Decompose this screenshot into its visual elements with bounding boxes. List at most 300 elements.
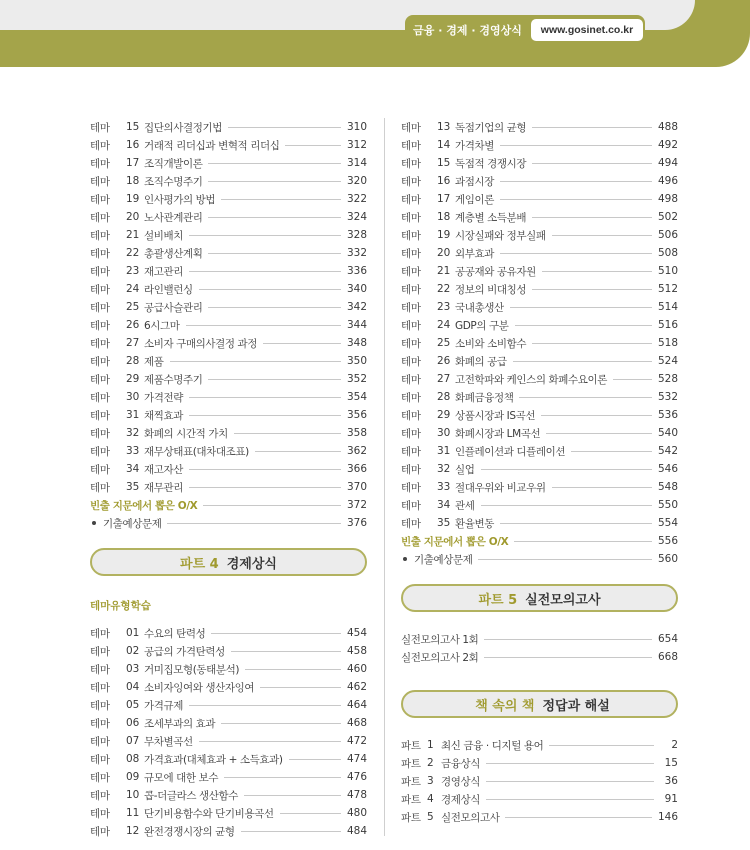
- toc-entry-page: 146: [657, 811, 678, 823]
- toc-entry-page: 654: [657, 633, 678, 645]
- toc-entry-tag: 테마: [90, 247, 110, 260]
- toc-entry-tag: 테마: [401, 337, 421, 350]
- toc-entry[interactable]: [90, 208, 367, 226]
- toc-entry-title: 경영상식: [441, 775, 480, 788]
- toc-entry-page: 524: [657, 355, 678, 367]
- leader-line: [532, 127, 652, 128]
- toc-entry[interactable]: [90, 714, 367, 732]
- toc-entry-tag: 테마: [401, 517, 421, 530]
- toc-entry[interactable]: [90, 190, 367, 208]
- toc-entry-number: 06: [126, 717, 140, 729]
- toc-entry-title: 제품: [144, 355, 164, 368]
- leader-line: [500, 523, 652, 524]
- toc-entry-number: 04: [126, 681, 140, 693]
- toc-entry-number: 26: [437, 355, 451, 367]
- toc-entry-tag: 테마: [90, 807, 110, 820]
- toc-list-part4: [90, 624, 367, 840]
- toc-entry-tag: 테마: [401, 175, 421, 188]
- toc-entry[interactable]: [90, 660, 367, 678]
- toc-entry-number: 22: [126, 247, 140, 259]
- toc-entry-page: 328: [346, 229, 367, 241]
- toc-entry-title: GDP의 구분: [455, 319, 509, 332]
- toc-entry-page: 362: [346, 445, 367, 457]
- toc-right-column: [401, 118, 678, 826]
- toc-entry-number: 02: [126, 645, 140, 657]
- toc-entry-title: 소비자잉여와 생산자잉여: [144, 681, 255, 694]
- toc-entry-number: 31: [437, 445, 451, 457]
- toc-entry[interactable]: [401, 172, 678, 190]
- toc-entry-tag: 테마: [401, 229, 421, 242]
- toc-entry-title: 화폐시장과 LM곡선: [455, 427, 541, 440]
- leader-line: [484, 657, 652, 658]
- toc-entry-page: 506: [657, 229, 678, 241]
- toc-entry[interactable]: [401, 244, 678, 262]
- toc-entry-page: 2: [671, 739, 678, 751]
- toc-entry-page: 460: [346, 663, 367, 675]
- toc-entry-page: 478: [346, 789, 367, 801]
- toc-entry-number: 28: [126, 355, 140, 367]
- toc-entry-tag: 테마: [90, 463, 110, 476]
- toc-entry[interactable]: [401, 370, 678, 388]
- toc-entry-tag: 테마: [90, 663, 110, 676]
- leader-line: [189, 271, 341, 272]
- toc-entry-title: 실업: [455, 463, 475, 476]
- toc-entry-title: 인사평가의 방법: [144, 193, 216, 206]
- toc-entry-title: 재무상태표(대차대조표): [144, 445, 249, 458]
- leader-line: [515, 325, 652, 326]
- toc-entry[interactable]: [90, 406, 367, 424]
- toc-entry-title: 가격효과(대체효과 + 소득효과): [144, 753, 283, 766]
- toc-entry-tag: 테마: [90, 789, 110, 802]
- toc-entry-page: 546: [657, 463, 678, 475]
- toc-entry[interactable]: [90, 370, 367, 388]
- toc-entry-number: 19: [437, 229, 451, 241]
- toc-entry[interactable]: [90, 678, 367, 696]
- toc-entry-tag: 테마: [90, 157, 110, 170]
- toc-entry-tag: 테마: [401, 391, 421, 404]
- toc-entry-page: 344: [346, 319, 367, 331]
- toc-entry-tag: 테마: [401, 211, 421, 224]
- leader-line: [263, 343, 341, 344]
- toc-entry[interactable]: [90, 244, 367, 262]
- toc-entry-page: 454: [346, 627, 367, 639]
- toc-entry[interactable]: [90, 424, 367, 442]
- toc-entry-page: 36: [664, 775, 678, 787]
- toc-entry-title: 조직수명주기: [144, 175, 203, 188]
- toc-entry-title: 소비자 구매의사결정 과정: [144, 337, 258, 350]
- toc-entry-page: 510: [657, 265, 678, 277]
- toc-entry-number: 32: [126, 427, 140, 439]
- toc-entry-tag: 테마: [401, 301, 421, 314]
- toc-entry-title: 고전학파와 케인스의 화폐수요이론: [455, 373, 608, 386]
- toc-entry[interactable]: [401, 514, 678, 532]
- toc-entry-number: 30: [126, 391, 140, 403]
- toc-entry-title: 무차별곡선: [144, 735, 193, 748]
- toc-entry[interactable]: [90, 136, 367, 154]
- toc-entry[interactable]: [401, 460, 678, 478]
- toc-entry-title: 관세: [455, 499, 475, 512]
- toc-entry[interactable]: [401, 352, 678, 370]
- leader-line: [486, 781, 654, 782]
- toc-entry-number: 16: [126, 139, 140, 151]
- toc-entry-page: 518: [657, 337, 678, 349]
- leader-line: [542, 271, 652, 272]
- toc-entry-title: 환율변동: [455, 517, 494, 530]
- toc-entry-title: 노사관계관리: [144, 211, 203, 224]
- toc-entry[interactable]: [401, 442, 678, 460]
- toc-entry-tag: 테마: [90, 771, 110, 784]
- toc-entry-tag: 테마: [90, 139, 110, 152]
- toc-entry[interactable]: [90, 172, 367, 190]
- toc-entry-number: 24: [126, 283, 140, 295]
- toc-entry-page: 91: [664, 793, 678, 805]
- toc-entry-number: 05: [126, 699, 140, 711]
- toc-entry-title: 완전경쟁시장의 균형: [144, 825, 235, 838]
- toc-entry-page: 348: [346, 337, 367, 349]
- toc-entry[interactable]: [401, 736, 678, 754]
- toc-entry-title: 화폐의 공급: [455, 355, 507, 368]
- toc-entry-number: 20: [126, 211, 140, 223]
- toc-entry-title: 경제상식: [441, 793, 480, 806]
- toc-entry-tag: 테마: [90, 825, 110, 838]
- toc-entry[interactable]: [401, 496, 678, 514]
- toc-entry-page: 350: [346, 355, 367, 367]
- toc-entry-tag: 테마: [90, 645, 110, 658]
- leader-line: [228, 127, 341, 128]
- toc-entry-page: 488: [657, 121, 678, 133]
- toc-entry[interactable]: [401, 424, 678, 442]
- toc-entry-tag: 테마: [90, 193, 110, 206]
- toc-entry-title: 조세부과의 효과: [144, 717, 216, 730]
- leader-line: [532, 289, 652, 290]
- toc-entry-number: 29: [437, 409, 451, 421]
- toc-entry-number: 34: [126, 463, 140, 475]
- toc-entry[interactable]: [90, 696, 367, 714]
- toc-entry-tag: 테마: [401, 265, 421, 278]
- toc-entry-tag: 테마: [90, 753, 110, 766]
- toc-entry-tag: 테마: [401, 193, 421, 206]
- toc-entry[interactable]: [401, 208, 678, 226]
- toc-exam-entry[interactable]: 기출예상문제 376: [90, 514, 367, 532]
- leader-line: [208, 253, 340, 254]
- leader-line: [486, 763, 654, 764]
- toc-entry-number: 21: [437, 265, 451, 277]
- toc-entry-title: 규모에 대한 보수: [144, 771, 219, 784]
- leader-line: [546, 433, 652, 434]
- toc-entry-page: 340: [346, 283, 367, 295]
- toc-entry-title: 설비배치: [144, 229, 183, 242]
- toc-entry-number: 17: [437, 193, 451, 205]
- toc-entry[interactable]: [401, 298, 678, 316]
- toc-entry-number: 10: [126, 789, 140, 801]
- leader-line: [189, 487, 341, 488]
- toc-entry[interactable]: [90, 352, 367, 370]
- toc-entry-number: 15: [126, 121, 140, 133]
- toc-exam-entry[interactable]: 기출예상문제 560: [401, 550, 678, 568]
- toc-entry-title: 공급사슬관리: [144, 301, 203, 314]
- toc-entry[interactable]: [90, 226, 367, 244]
- toc-entry-title: 게임이론: [455, 193, 494, 206]
- toc-entry-number: 28: [437, 391, 451, 403]
- toc-entry[interactable]: [90, 732, 367, 750]
- toc-entry-number: 18: [437, 211, 451, 223]
- toc-entry-page: 332: [346, 247, 367, 259]
- leader-line: [532, 163, 652, 164]
- toc-entry-page: 496: [657, 175, 678, 187]
- leader-line: [189, 235, 341, 236]
- leader-line: [255, 451, 341, 452]
- toc-entry-number: 1: [427, 739, 434, 751]
- toc-entry-page: 336: [346, 265, 367, 277]
- toc-entry[interactable]: [401, 630, 678, 648]
- toc-entry[interactable]: [401, 808, 678, 826]
- leader-line: [500, 253, 652, 254]
- toc-entry[interactable]: [401, 334, 678, 352]
- toc-entry[interactable]: [401, 406, 678, 424]
- toc-entry-title: 화폐의 시간적 가치: [144, 427, 228, 440]
- toc-entry-tag: 테마: [401, 139, 421, 152]
- leader-line: [241, 831, 341, 832]
- leader-line: [189, 397, 341, 398]
- toc-entry[interactable]: [90, 460, 367, 478]
- leader-line: [208, 217, 340, 218]
- toc-entry-title: 재무관리: [144, 481, 183, 494]
- toc-entry-tag: 파트: [401, 757, 421, 770]
- leader-line: [199, 741, 341, 742]
- leader-line: [500, 181, 652, 182]
- leader-line: [208, 379, 340, 380]
- toc-entry-title: 가격전략: [144, 391, 183, 404]
- toc-entry-page: 508: [657, 247, 678, 259]
- leader-line: [186, 325, 341, 326]
- toc-entry[interactable]: [90, 316, 367, 334]
- leader-line: [513, 361, 652, 362]
- toc-entry[interactable]: [90, 118, 367, 136]
- toc-entry[interactable]: [90, 334, 367, 352]
- toc-entry-number: 31: [126, 409, 140, 421]
- toc-entry-number: 35: [126, 481, 140, 493]
- toc-entry[interactable]: [90, 154, 367, 172]
- leader-line: [486, 799, 654, 800]
- toc-entry[interactable]: [401, 190, 678, 208]
- toc-entry-page: 668: [657, 651, 678, 663]
- header-category: 금융 · 경제 · 경영상식: [413, 24, 522, 37]
- toc-entry-tag: 파트: [401, 739, 421, 752]
- toc-entry-number: 23: [437, 301, 451, 313]
- toc-entry[interactable]: [401, 280, 678, 298]
- toc-entry-title: 콥-더글라스 생산함수: [144, 789, 239, 802]
- toc-entry-number: 19: [126, 193, 140, 205]
- toc-entry-number: 16: [437, 175, 451, 187]
- column-divider: [384, 118, 385, 836]
- toc-entry-page: 472: [346, 735, 367, 747]
- toc-entry-title: 금융상식: [441, 757, 480, 770]
- leader-line: [208, 181, 340, 182]
- toc-entry[interactable]: [401, 648, 678, 666]
- toc-entry-title: 가격차별: [455, 139, 494, 152]
- toc-entry-tag: 테마: [90, 265, 110, 278]
- toc-entry[interactable]: [401, 226, 678, 244]
- toc-entry[interactable]: [90, 442, 367, 460]
- toc-entry-title: 라인밸런싱: [144, 283, 193, 296]
- toc-entry-page: 468: [346, 717, 367, 729]
- toc-entry-tag: 테마: [90, 175, 110, 188]
- toc-entry[interactable]: [90, 804, 367, 822]
- toc-entry[interactable]: [401, 388, 678, 406]
- toc-entry-tag: 파트: [401, 793, 421, 806]
- toc-entry-page: 342: [346, 301, 367, 313]
- leader-line: [189, 469, 341, 470]
- leader-line: [189, 415, 341, 416]
- section-title: 테마유형학습: [90, 599, 151, 612]
- toc-entry[interactable]: [401, 754, 678, 772]
- toc-entry-number: 23: [126, 265, 140, 277]
- toc-entry-number: 21: [126, 229, 140, 241]
- leader-line: [199, 289, 341, 290]
- toc-entry[interactable]: [401, 316, 678, 334]
- toc-entry-tag: 테마: [401, 499, 421, 512]
- toc-entry-page: 528: [657, 373, 678, 385]
- leader-line: [234, 433, 341, 434]
- toc-entry[interactable]: [401, 154, 678, 172]
- toc-entry-tag: 파트: [401, 811, 421, 824]
- toc-entry-number: 24: [437, 319, 451, 331]
- toc-entry-number: 5: [427, 811, 434, 823]
- toc-entry-tag: 테마: [90, 391, 110, 404]
- toc-entry-title: 채찍효과: [144, 409, 183, 422]
- toc-entry-page: 540: [657, 427, 678, 439]
- toc-entry-title: 단기비용함수와 단기비용곡선: [144, 807, 274, 820]
- toc-entry[interactable]: [90, 478, 367, 496]
- toc-entry-title: 계층별 소득분배: [455, 211, 527, 224]
- toc-entry[interactable]: [401, 790, 678, 808]
- leader-line: [484, 639, 652, 640]
- toc-entry-tag: 테마: [401, 319, 421, 332]
- leader-line: [505, 817, 651, 818]
- toc-ox-entry[interactable]: 빈출 지문에서 뽑은 O/X 372: [90, 499, 367, 512]
- toc-entry[interactable]: [90, 262, 367, 280]
- toc-entry-tag: 테마: [401, 373, 421, 386]
- toc-entry[interactable]: [401, 118, 678, 136]
- toc-entry[interactable]: [90, 786, 367, 804]
- toc-entry-title: 최신 금융 · 디지털 용어: [441, 739, 544, 752]
- toc-entry-tag: 테마: [401, 355, 421, 368]
- toc-entry-number: 08: [126, 753, 140, 765]
- toc-entry-page: 320: [346, 175, 367, 187]
- answers-banner: 책 속의 책 정답과 해설: [401, 690, 678, 718]
- toc-entry-number: 25: [126, 301, 140, 313]
- toc-entry-number: 07: [126, 735, 140, 747]
- toc-entry[interactable]: [90, 298, 367, 316]
- toc-entry-page: 480: [346, 807, 367, 819]
- leader-line: [500, 199, 652, 200]
- toc-entry-number: 09: [126, 771, 140, 783]
- toc-entry-tag: 테마: [90, 373, 110, 386]
- leader-line: [285, 145, 340, 146]
- toc-entry[interactable]: [401, 772, 678, 790]
- leader-line: [481, 469, 652, 470]
- toc-entry-number: 15: [437, 157, 451, 169]
- toc-entry-title: 상품시장과 IS곡선: [455, 409, 536, 422]
- toc-entry-title: 시장실패와 정부실패: [455, 229, 546, 242]
- leader-line: [208, 307, 340, 308]
- toc-entry-tag: 테마: [401, 157, 421, 170]
- toc-entry[interactable]: [90, 388, 367, 406]
- toc-entry-number: 22: [437, 283, 451, 295]
- leader-line: [481, 505, 652, 506]
- toc-entry-page: 542: [657, 445, 678, 457]
- toc-entry-number: 03: [126, 663, 140, 675]
- toc-entry-number: 2: [427, 757, 434, 769]
- toc-entry[interactable]: [401, 136, 678, 154]
- toc-entry-number: 20: [437, 247, 451, 259]
- toc-entry-page: 532: [657, 391, 678, 403]
- toc-entry-tag: 파트: [401, 775, 421, 788]
- toc-entry-tag: 테마: [401, 247, 421, 260]
- toc-list-part3: [90, 118, 367, 496]
- toc-entry[interactable]: [90, 768, 367, 786]
- toc-entry-number: 30: [437, 427, 451, 439]
- leader-line: [571, 451, 652, 452]
- leader-line: [221, 199, 341, 200]
- toc-entry-tag: 테마: [90, 211, 110, 224]
- toc-entry-page: 476: [346, 771, 367, 783]
- toc-entry[interactable]: [401, 262, 678, 280]
- leader-line: [280, 813, 341, 814]
- toc-entry-tag: 테마: [90, 301, 110, 314]
- leader-line: [224, 777, 341, 778]
- toc-entry-number: 33: [126, 445, 140, 457]
- toc-entry-number: 12: [126, 825, 140, 837]
- toc-entry-title: 절대우위와 비교우위: [455, 481, 546, 494]
- toc-entry-page: 314: [346, 157, 367, 169]
- toc-entry-title: 수요의 탄력성: [144, 627, 206, 640]
- toc-entry-page: 458: [346, 645, 367, 657]
- header-site-url[interactable]: www.gosinet.co.kr: [531, 19, 643, 41]
- toc-entry-title: 소비와 소비함수: [455, 337, 527, 350]
- toc-entry-title: 화폐금융정책: [455, 391, 514, 404]
- leader-line: [170, 361, 341, 362]
- toc-entry[interactable]: [401, 478, 678, 496]
- toc-entry-page: 312: [346, 139, 367, 151]
- toc-entry-number: 26: [126, 319, 140, 331]
- toc-entry[interactable]: [90, 642, 367, 660]
- toc-entry-number: 34: [437, 499, 451, 511]
- toc-entry-page: 474: [346, 753, 367, 765]
- toc-entry-number: 27: [437, 373, 451, 385]
- toc-entry-page: 356: [346, 409, 367, 421]
- toc-entry[interactable]: [90, 750, 367, 768]
- toc-entry-tag: 테마: [90, 699, 110, 712]
- toc-entry-page: 498: [657, 193, 678, 205]
- toc-entry[interactable]: [90, 822, 367, 840]
- toc-entry-page: 484: [346, 825, 367, 837]
- toc-entry-tag: 테마: [90, 445, 110, 458]
- toc-ox-entry[interactable]: 빈출 지문에서 뽑은 O/X 556: [401, 535, 678, 548]
- toc-entry-number: 11: [126, 807, 140, 819]
- toc-entry[interactable]: [90, 280, 367, 298]
- toc-entry-tag: 테마: [90, 627, 110, 640]
- toc-entry-tag: 테마: [90, 319, 110, 332]
- toc-entry-tag: 테마: [90, 283, 110, 296]
- toc-entry[interactable]: [90, 624, 367, 642]
- toc-entry-title: 재고관리: [144, 265, 183, 278]
- toc-entry-page: 536: [657, 409, 678, 421]
- toc-entry-page: 370: [346, 481, 367, 493]
- leader-line: [211, 633, 341, 634]
- toc-entry-number: 17: [126, 157, 140, 169]
- toc-entry-title: 실전모의고사: [441, 811, 500, 824]
